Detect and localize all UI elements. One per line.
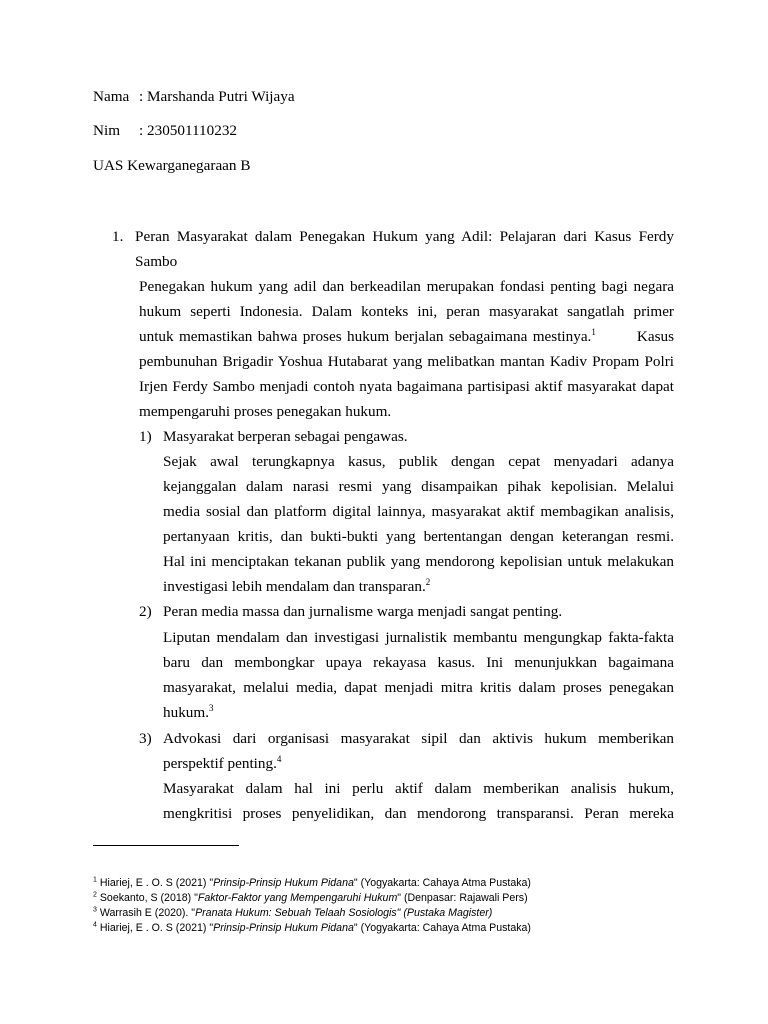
section-number: 1. — [112, 228, 124, 245]
name-label: Nama — [93, 88, 130, 105]
footnote-text: Hiariej, E . O. S (2021) " — [99, 877, 214, 889]
name-value: : Marshanda Putri Wijaya — [139, 88, 295, 105]
item-heading: Masyarakat berperan sebagai pengawas. — [163, 428, 408, 445]
item-line: media sosial dan platform digital lainnya, masyarakat aktif membagikan analisis, — [163, 503, 674, 520]
intro-line — [139, 327, 674, 347]
item-line: Hal ini menciptakan tekanan publik yang mendorong kepolisian untuk melakukan — [163, 553, 674, 570]
footnote-num: 1 — [93, 876, 97, 884]
item-number: 1) — [139, 428, 152, 445]
footnote-2 — [93, 891, 528, 905]
item-line: Liputan mendalam dan investigasi jurnalistik membantu mengungkap fakta-fakta — [163, 629, 674, 646]
footnote-text: Soekanto, S (2018) " — [99, 892, 198, 904]
footnote-ref: 4 — [276, 753, 282, 764]
nim-label: Nim — [93, 122, 121, 139]
footnote-ref: 2 — [425, 576, 431, 587]
item-line: baru dan membongkar upaya rekayasa kasus. Ini menunjukkan bagaimana — [163, 654, 674, 671]
item-heading: Peran media massa dan jurnalisme warga menjadi sangat penting. — [163, 603, 563, 620]
item-line: masyarakat, melalui media, dapat menjadi mitra kritis dalam proses penegakan — [163, 679, 674, 696]
footnote-title: Prinsip-Prinsip Hukum Pidana — [213, 922, 354, 934]
item-text: investigasi lebih mendalam dan transparan. — [163, 578, 426, 595]
footnote-text: Hiariej, E . O. S (2021) " — [99, 922, 214, 934]
footnote-num: 3 — [93, 906, 97, 914]
item-line: mengkritisi proses penyelidikan, dan mendorong transparansi. Peran mereka — [163, 805, 674, 822]
item-number: 2) — [139, 603, 152, 620]
item-text: hukum. — [163, 704, 209, 721]
footnote-text: " (Yogyakarta: Cahaya Atma Pustaka) — [353, 922, 531, 934]
item-line: Sejak awal terungkapnya kasus, publik dengan cepat menyadari adanya — [163, 453, 674, 470]
footnote-separator — [93, 845, 239, 846]
item-line: Masyarakat dalam hal ini perlu aktif dalam memberikan analisis hukum, — [163, 780, 674, 797]
item-line — [163, 703, 214, 723]
item-heading-line2 — [163, 754, 281, 774]
section-title-line2: Sambo — [135, 253, 178, 270]
intro-line: pembunuhan Brigadir Yoshua Hutabarat yang melibatkan mantan Kadiv Propam Polri — [139, 353, 674, 370]
footnote-4 — [93, 921, 531, 935]
footnote-num: 2 — [93, 891, 97, 899]
footnote-text: Warrasih E (2020). " — [99, 907, 196, 919]
footnote-ref: 3 — [209, 702, 214, 713]
section-title-line1: Peran Masyarakat dalam Penegakan Hukum yang Adil: Pelajaran dari Kasus Ferdy — [135, 228, 674, 245]
nim-value: : 230501110232 — [139, 122, 238, 139]
footnote-1 — [93, 876, 531, 890]
item-line: pertanyaan kritis, dan bukti-bukti yang bertentangan dengan keterangan resmi. — [163, 528, 674, 545]
item-line — [163, 577, 430, 597]
footnote-text: " (Yogyakarta: Cahaya Atma Pustaka) — [353, 877, 531, 889]
intro-line: Penegakan hukum yang adil dan berkeadilan merupakan fondasi penting bagi negara — [139, 278, 674, 295]
intro-line: mempengaruhi proses penegakan hukum. — [139, 403, 392, 420]
item-text: perspektif penting. — [163, 755, 277, 772]
footnote-ref: 1 — [591, 326, 596, 337]
footnote-title: Faktor-Faktor yang Mempengaruhi Hukum — [197, 892, 398, 904]
intro-line: Irjen Ferdy Sambo menjadi contoh nyata bagaimana partisipasi aktif masyarakat dapat — [139, 378, 674, 395]
course-title: UAS Kewarganegaraan B — [93, 157, 251, 174]
intro-text: Kasus — [636, 328, 674, 345]
footnote-title: Prinsip-Prinsip Hukum Pidana — [213, 877, 354, 889]
footnote-num: 4 — [93, 921, 97, 929]
footnote-3 — [93, 906, 492, 920]
intro-text: untuk memastikan bahwa proses hukum berjalan sebagaimana mestinya. — [139, 328, 592, 345]
item-heading-line1: Advokasi dari organisasi masyarakat sipil dan aktivis hukum memberikan — [163, 730, 674, 747]
intro-line: hukum seperti Indonesia. Dalam konteks ini, peran masyarakat sangatlah primer — [139, 303, 674, 320]
footnote-text: " (Denpasar: Rajawali Pers) — [397, 892, 528, 904]
item-line: kejanggalan dalam narasi resmi yang disampaikan pihak kepolisian. Melalui — [163, 478, 674, 495]
footnote-title: Pranata Hukum: Sebuah Telaah Sosiologis" (Pustaka Magister) — [195, 907, 493, 919]
item-number: 3) — [139, 730, 152, 747]
